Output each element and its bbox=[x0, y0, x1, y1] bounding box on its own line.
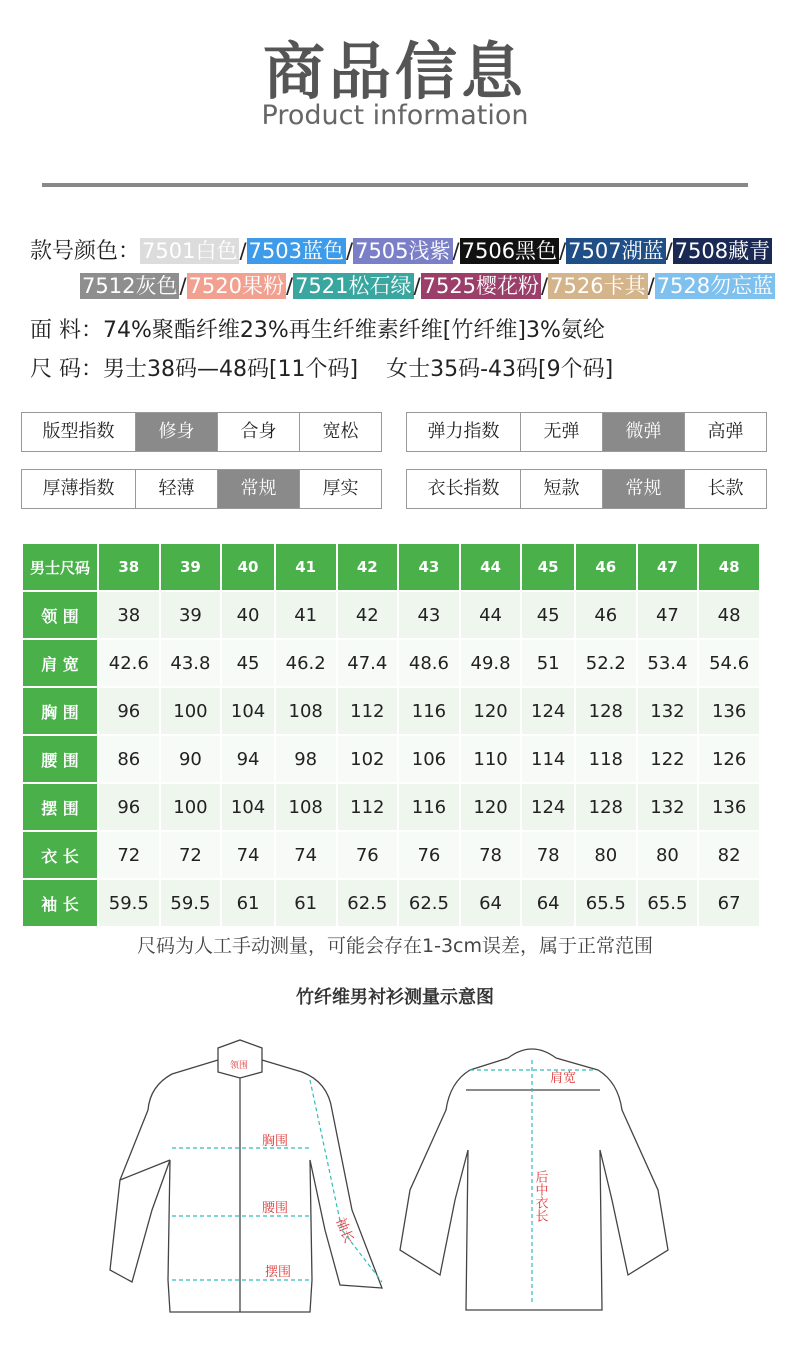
row-header: 领 围 bbox=[22, 591, 98, 639]
index-label: 弹力指数 bbox=[427, 421, 500, 442]
table-cell: 100 bbox=[160, 783, 222, 831]
table-cell: 78 bbox=[521, 831, 575, 879]
table-cell: 96 bbox=[98, 783, 160, 831]
table-cell: 96 bbox=[98, 687, 160, 735]
sizes-line: 尺 码：男士38码—48码[11个码] 女士35码-43码[9个码] bbox=[30, 357, 614, 382]
row-header: 袖 长 bbox=[22, 879, 98, 927]
table-cell: 106 bbox=[398, 735, 460, 783]
table-cell: 65.5 bbox=[575, 879, 637, 927]
table-cell: 78 bbox=[460, 831, 522, 879]
size-table-header bbox=[22, 543, 760, 591]
table-cell: 80 bbox=[637, 831, 699, 879]
table-cell: 116 bbox=[398, 687, 460, 735]
table-cell: 46 bbox=[575, 591, 637, 639]
separator: / bbox=[346, 239, 354, 263]
table-cell: 90 bbox=[160, 735, 222, 783]
index-option: 修身 bbox=[135, 413, 217, 451]
table-cell: 76 bbox=[337, 831, 399, 879]
table-cell: 45 bbox=[221, 639, 275, 687]
table-cell: 61 bbox=[221, 879, 275, 927]
color-chip: 7503蓝色 bbox=[248, 239, 344, 263]
table-cell: 47.4 bbox=[337, 639, 399, 687]
color-chip: 7512灰色 bbox=[82, 274, 178, 298]
color-chip: 7528勿忘蓝 bbox=[656, 274, 774, 298]
table-cell: 86 bbox=[98, 735, 160, 783]
table-cell: 64 bbox=[521, 879, 575, 927]
index-option: 常规 bbox=[217, 470, 299, 508]
table-cell: 59.5 bbox=[160, 879, 222, 927]
table-cell: 43 bbox=[398, 591, 460, 639]
color-chip: 7506黑色 bbox=[461, 239, 558, 263]
index-label: 厚薄指数 bbox=[42, 478, 115, 499]
table-cell: 110 bbox=[460, 735, 522, 783]
label-shoulder: 肩宽 bbox=[550, 1071, 577, 1086]
table-cell: 128 bbox=[575, 687, 637, 735]
color-line-1 bbox=[30, 234, 772, 265]
table-row bbox=[22, 639, 760, 687]
row-header: 衣 长 bbox=[22, 831, 98, 879]
row-header: 胸 围 bbox=[22, 687, 98, 735]
separator: / bbox=[413, 274, 421, 298]
index-option: 厚实 bbox=[299, 470, 381, 508]
page-subtitle: Product information bbox=[261, 100, 529, 131]
index-option: 微弹 bbox=[602, 413, 684, 451]
table-cell: 120 bbox=[460, 687, 522, 735]
shirt-diagram bbox=[0, 1030, 790, 1350]
label-waist: 腰围 bbox=[262, 1201, 289, 1216]
table-cell: 38 bbox=[98, 591, 160, 639]
table-cell: 48 bbox=[698, 591, 760, 639]
index-option: 短款 bbox=[520, 470, 602, 508]
table-cell: 112 bbox=[337, 687, 399, 735]
table-cell: 80 bbox=[575, 831, 637, 879]
table-cell: 51 bbox=[521, 639, 575, 687]
table-cell: 74 bbox=[275, 831, 337, 879]
table-cell: 61 bbox=[275, 879, 337, 927]
table-cell: 49.8 bbox=[460, 639, 522, 687]
label-length: 后中衣长 bbox=[532, 1170, 548, 1222]
label-hem: 摆围 bbox=[265, 1265, 292, 1280]
fit-index bbox=[21, 412, 382, 452]
table-cell: 98 bbox=[275, 735, 337, 783]
table-cell: 132 bbox=[637, 687, 699, 735]
index-option: 常规 bbox=[602, 470, 684, 508]
table-cell: 52.2 bbox=[575, 639, 637, 687]
size-column-header: 46 bbox=[575, 543, 637, 591]
table-row bbox=[22, 783, 760, 831]
table-cell: 124 bbox=[521, 687, 575, 735]
table-cell: 76 bbox=[398, 831, 460, 879]
table-cell: 108 bbox=[275, 687, 337, 735]
size-column-header: 43 bbox=[398, 543, 460, 591]
table-cell: 136 bbox=[698, 687, 760, 735]
table-cell: 48.6 bbox=[398, 639, 460, 687]
color-line-2 bbox=[80, 273, 775, 299]
color-chip: 7508藏青 bbox=[674, 239, 771, 263]
page-title: 商品信息 bbox=[262, 35, 527, 108]
table-cell: 82 bbox=[698, 831, 760, 879]
size-column-header: 48 bbox=[698, 543, 760, 591]
table-cell: 72 bbox=[160, 831, 222, 879]
separator: / bbox=[452, 239, 460, 263]
table-cell: 114 bbox=[521, 735, 575, 783]
table-cell: 65.5 bbox=[637, 879, 699, 927]
row-header: 肩 宽 bbox=[22, 639, 98, 687]
size-column-header: 44 bbox=[460, 543, 522, 591]
index-label: 衣长指数 bbox=[427, 478, 500, 499]
row-header: 腰 围 bbox=[22, 735, 98, 783]
measurement-note: 尺码为人工手动测量，可能会存在1-3cm误差，属于正常范围 bbox=[137, 935, 653, 957]
table-cell: 47 bbox=[637, 591, 699, 639]
table-cell: 62.5 bbox=[337, 879, 399, 927]
table-cell: 104 bbox=[221, 687, 275, 735]
divider bbox=[42, 183, 748, 187]
table-cell: 39 bbox=[160, 591, 222, 639]
table-cell: 42.6 bbox=[98, 639, 160, 687]
color-chip: 7505浅紫 bbox=[355, 239, 451, 263]
size-column-header: 38 bbox=[98, 543, 160, 591]
diagram-title: 竹纤维男衬衫测量示意图 bbox=[296, 987, 494, 1008]
table-cell: 116 bbox=[398, 783, 460, 831]
table-cell: 43.8 bbox=[160, 639, 222, 687]
index-option: 高弹 bbox=[684, 413, 766, 451]
size-column-header: 40 bbox=[221, 543, 275, 591]
table-row bbox=[22, 735, 760, 783]
table-cell: 128 bbox=[575, 783, 637, 831]
table-cell: 74 bbox=[221, 831, 275, 879]
color-chip: 7501白色 bbox=[142, 239, 238, 263]
table-row bbox=[22, 687, 760, 735]
measure-lines bbox=[172, 1060, 594, 1302]
table-cell: 42 bbox=[337, 591, 399, 639]
color-chip: 7526卡其 bbox=[550, 274, 646, 298]
row-header: 摆 围 bbox=[22, 783, 98, 831]
separator: / bbox=[285, 274, 294, 298]
table-cell: 64 bbox=[460, 879, 522, 927]
label-collar: 领围 bbox=[230, 1061, 249, 1071]
table-row bbox=[22, 831, 760, 879]
table-cell: 40 bbox=[221, 591, 275, 639]
separator: / bbox=[559, 239, 567, 263]
stretch-index bbox=[406, 412, 767, 452]
separator: / bbox=[179, 274, 187, 298]
table-cell: 132 bbox=[637, 783, 699, 831]
colors-label: 款号颜色： bbox=[30, 239, 141, 264]
index-label: 版型指数 bbox=[42, 421, 115, 442]
table-cell: 62.5 bbox=[398, 879, 460, 927]
size-header-label: 男士尺码 bbox=[22, 543, 98, 591]
table-cell: 108 bbox=[275, 783, 337, 831]
thickness-index bbox=[21, 469, 382, 509]
table-cell: 44 bbox=[460, 591, 522, 639]
separator: / bbox=[541, 274, 549, 298]
table-cell: 120 bbox=[460, 783, 522, 831]
table-cell: 45 bbox=[521, 591, 575, 639]
separator: / bbox=[647, 274, 655, 298]
color-chip: 7507湖蓝 bbox=[568, 239, 664, 263]
table-cell: 126 bbox=[698, 735, 760, 783]
table-cell: 94 bbox=[221, 735, 275, 783]
table-cell: 59.5 bbox=[98, 879, 160, 927]
color-chip: 7520果粉 bbox=[188, 274, 284, 298]
size-column-header: 39 bbox=[160, 543, 222, 591]
table-cell: 72 bbox=[98, 831, 160, 879]
label-sleeve: 袖长 bbox=[332, 1215, 356, 1246]
index-option: 宽松 bbox=[299, 413, 381, 451]
front-shirt bbox=[110, 1040, 382, 1312]
separator: / bbox=[239, 239, 247, 263]
table-cell: 54.6 bbox=[698, 639, 760, 687]
color-chip: 7525樱花粉 bbox=[422, 274, 540, 298]
index-option: 轻薄 bbox=[135, 470, 217, 508]
table-cell: 53.4 bbox=[637, 639, 699, 687]
size-column-header: 47 bbox=[637, 543, 699, 591]
table-cell: 41 bbox=[275, 591, 337, 639]
index-option: 合身 bbox=[217, 413, 299, 451]
table-cell: 102 bbox=[337, 735, 399, 783]
fabric-line: 面 料：74%聚酯纤维23%再生纤维素纤维[竹纤维]3%氨纶 bbox=[30, 318, 605, 343]
table-cell: 136 bbox=[698, 783, 760, 831]
table-row bbox=[22, 591, 760, 639]
table-cell: 124 bbox=[521, 783, 575, 831]
size-column-header: 41 bbox=[275, 543, 337, 591]
color-chip: 7521松石绿 bbox=[295, 274, 412, 298]
table-row bbox=[22, 879, 760, 927]
table-cell: 67 bbox=[698, 879, 760, 927]
size-table bbox=[21, 542, 761, 928]
length-index bbox=[406, 469, 767, 509]
size-column-header: 45 bbox=[521, 543, 575, 591]
index-option: 无弹 bbox=[520, 413, 602, 451]
table-cell: 104 bbox=[221, 783, 275, 831]
table-cell: 122 bbox=[637, 735, 699, 783]
diagram-labels bbox=[230, 1059, 576, 1280]
label-chest: 胸围 bbox=[262, 1134, 289, 1149]
separator: / bbox=[665, 239, 673, 263]
size-column-header: 42 bbox=[337, 543, 399, 591]
table-cell: 112 bbox=[337, 783, 399, 831]
table-cell: 100 bbox=[160, 687, 222, 735]
table-cell: 118 bbox=[575, 735, 637, 783]
table-cell: 46.2 bbox=[275, 639, 337, 687]
index-option: 长款 bbox=[684, 470, 766, 508]
